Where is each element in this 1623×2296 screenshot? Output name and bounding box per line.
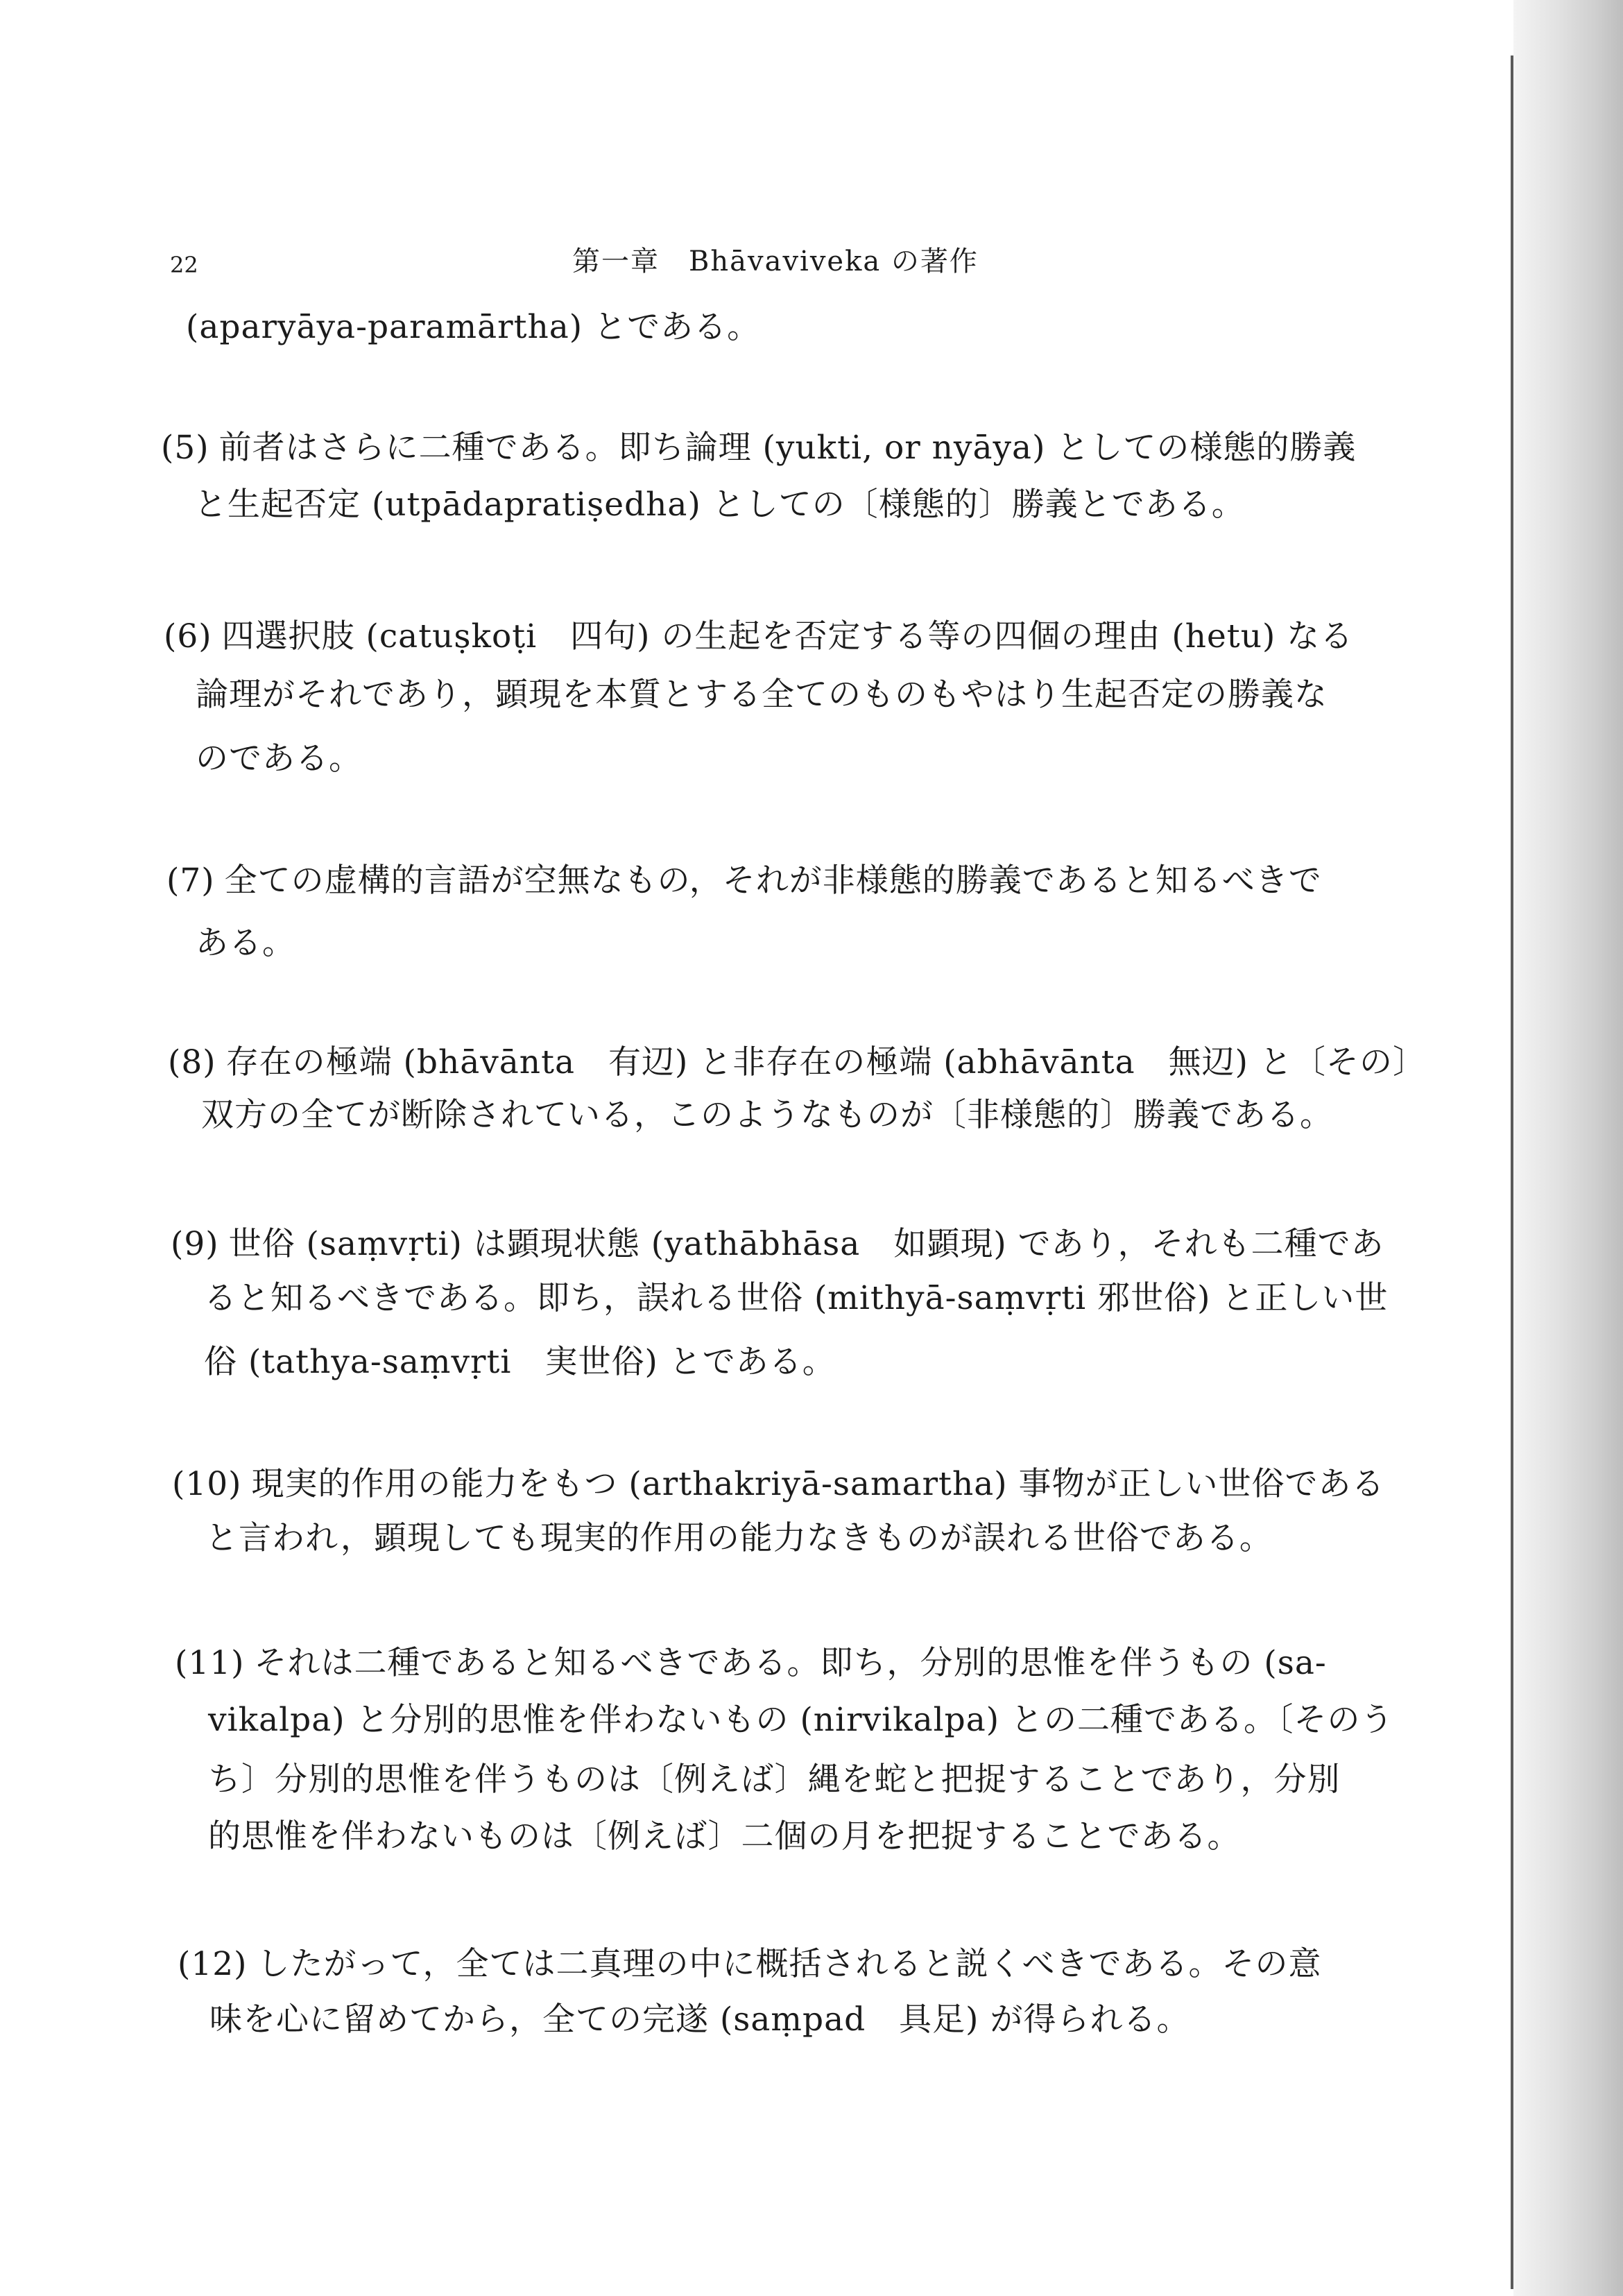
paragraph-7-line-2: ある。 bbox=[196, 924, 295, 962]
paragraph-number: (8) bbox=[168, 1043, 216, 1081]
paragraph-5-line-1: (5) 前者はさらに二種である。即ち論理 (yukti, or nyāya) としての様態的勝義 bbox=[161, 429, 1357, 467]
paragraph-6-line-3: のである。 bbox=[196, 739, 362, 778]
paragraph-8-line-1: (8) 存在の極端 (bhāvānta 有辺) と非存在の極端 (abhāvānta 無辺) と〔その〕 bbox=[168, 1043, 1426, 1081]
paragraph-number: (12) bbox=[178, 1945, 248, 1983]
page-header bbox=[170, 239, 1349, 288]
paragraph-11-line-3: ち〕分別的思惟を伴うものは〔例えば〕縄を蛇と把捉することであり，分別 bbox=[208, 1760, 1341, 1799]
paragraph-12-line-1: (12) したがって，全ては二真理の中に概括されると説くべきである。その意 bbox=[178, 1945, 1322, 1983]
paragraph-number: (9) bbox=[171, 1225, 219, 1263]
text-line: (aparyāya-paramārtha) とである。 bbox=[186, 308, 761, 346]
paragraph-8-line-2: 双方の全てが断除されている，このようなものが〔非様態的〕勝義である。 bbox=[201, 1096, 1333, 1134]
paragraph-10-line-2: と言われ，顕現しても現実的作用の能力なきものが誤れる世俗である。 bbox=[205, 1519, 1273, 1557]
paragraph-6-line-1: (6) 四選択肢 (catuṣkoṭi 四句) の生起を否定する等の四個の理由 (hetu) なる bbox=[164, 617, 1354, 656]
paragraph-number: (6) bbox=[164, 617, 212, 656]
paragraph-5-line-2: と生起否定 (utpādapratiṣedha) としての〔様態的〕勝義とである。 bbox=[194, 486, 1245, 524]
scan-edge-shadow bbox=[1513, 0, 1623, 2296]
paragraph-number: (7) bbox=[166, 862, 215, 900]
paragraph-11-line-4: 的思惟を伴わないものは〔例えば〕二個の月を把捉することである。 bbox=[208, 1817, 1241, 1856]
page-number: 22 bbox=[170, 252, 198, 278]
paragraph-number: (11) bbox=[175, 1644, 245, 1682]
paragraph-10-line-1: (10) 現実的作用の能力をもつ (arthakriyā-samartha) 事物が正しい世俗である bbox=[172, 1465, 1385, 1503]
paragraph-12-line-2: 味を心に留めてから，全ての完遂 (saṃpad 具足) が得られる。 bbox=[209, 2001, 1190, 2039]
paragraph-number: (5) bbox=[161, 429, 209, 467]
paragraph-9-line-3: 俗 (tathya-saṃvṛti 実世俗) とである。 bbox=[204, 1343, 836, 1381]
paragraph-9-line-1: (9) 世俗 (saṃvṛti) は顕現状態 (yathābhāsa 如顕現) であり，それも二種であ bbox=[171, 1225, 1384, 1263]
paragraph-9-line-2: ると知るべきである。即ち，誤れる世俗 (mithyā-saṃvṛti 邪世俗) と正しい世 bbox=[204, 1279, 1389, 1317]
paragraph-6-line-2: 論理がそれであり，顕現を本質とする全てのものもやはり生起否定の勝義な bbox=[196, 676, 1328, 714]
paragraph-11-line-1: (11) それは二種であると知るべきである。即ち，分別的思惟を伴うもの (sa- bbox=[175, 1644, 1327, 1682]
paragraph-7-line-1: (7) 全ての虚構的言語が空無なもの，それが非様態的勝義であると知るべきで bbox=[166, 862, 1322, 900]
running-title: 第一章 Bhāvaviveka の著作 bbox=[572, 246, 979, 277]
scan-edge-line bbox=[1511, 55, 1513, 2289]
paragraph-number: (10) bbox=[172, 1465, 242, 1503]
paragraph-11-line-2: vikalpa) と分別的思惟を伴わないもの (nirvikalpa) との二種である。〔そのう bbox=[208, 1701, 1394, 1739]
